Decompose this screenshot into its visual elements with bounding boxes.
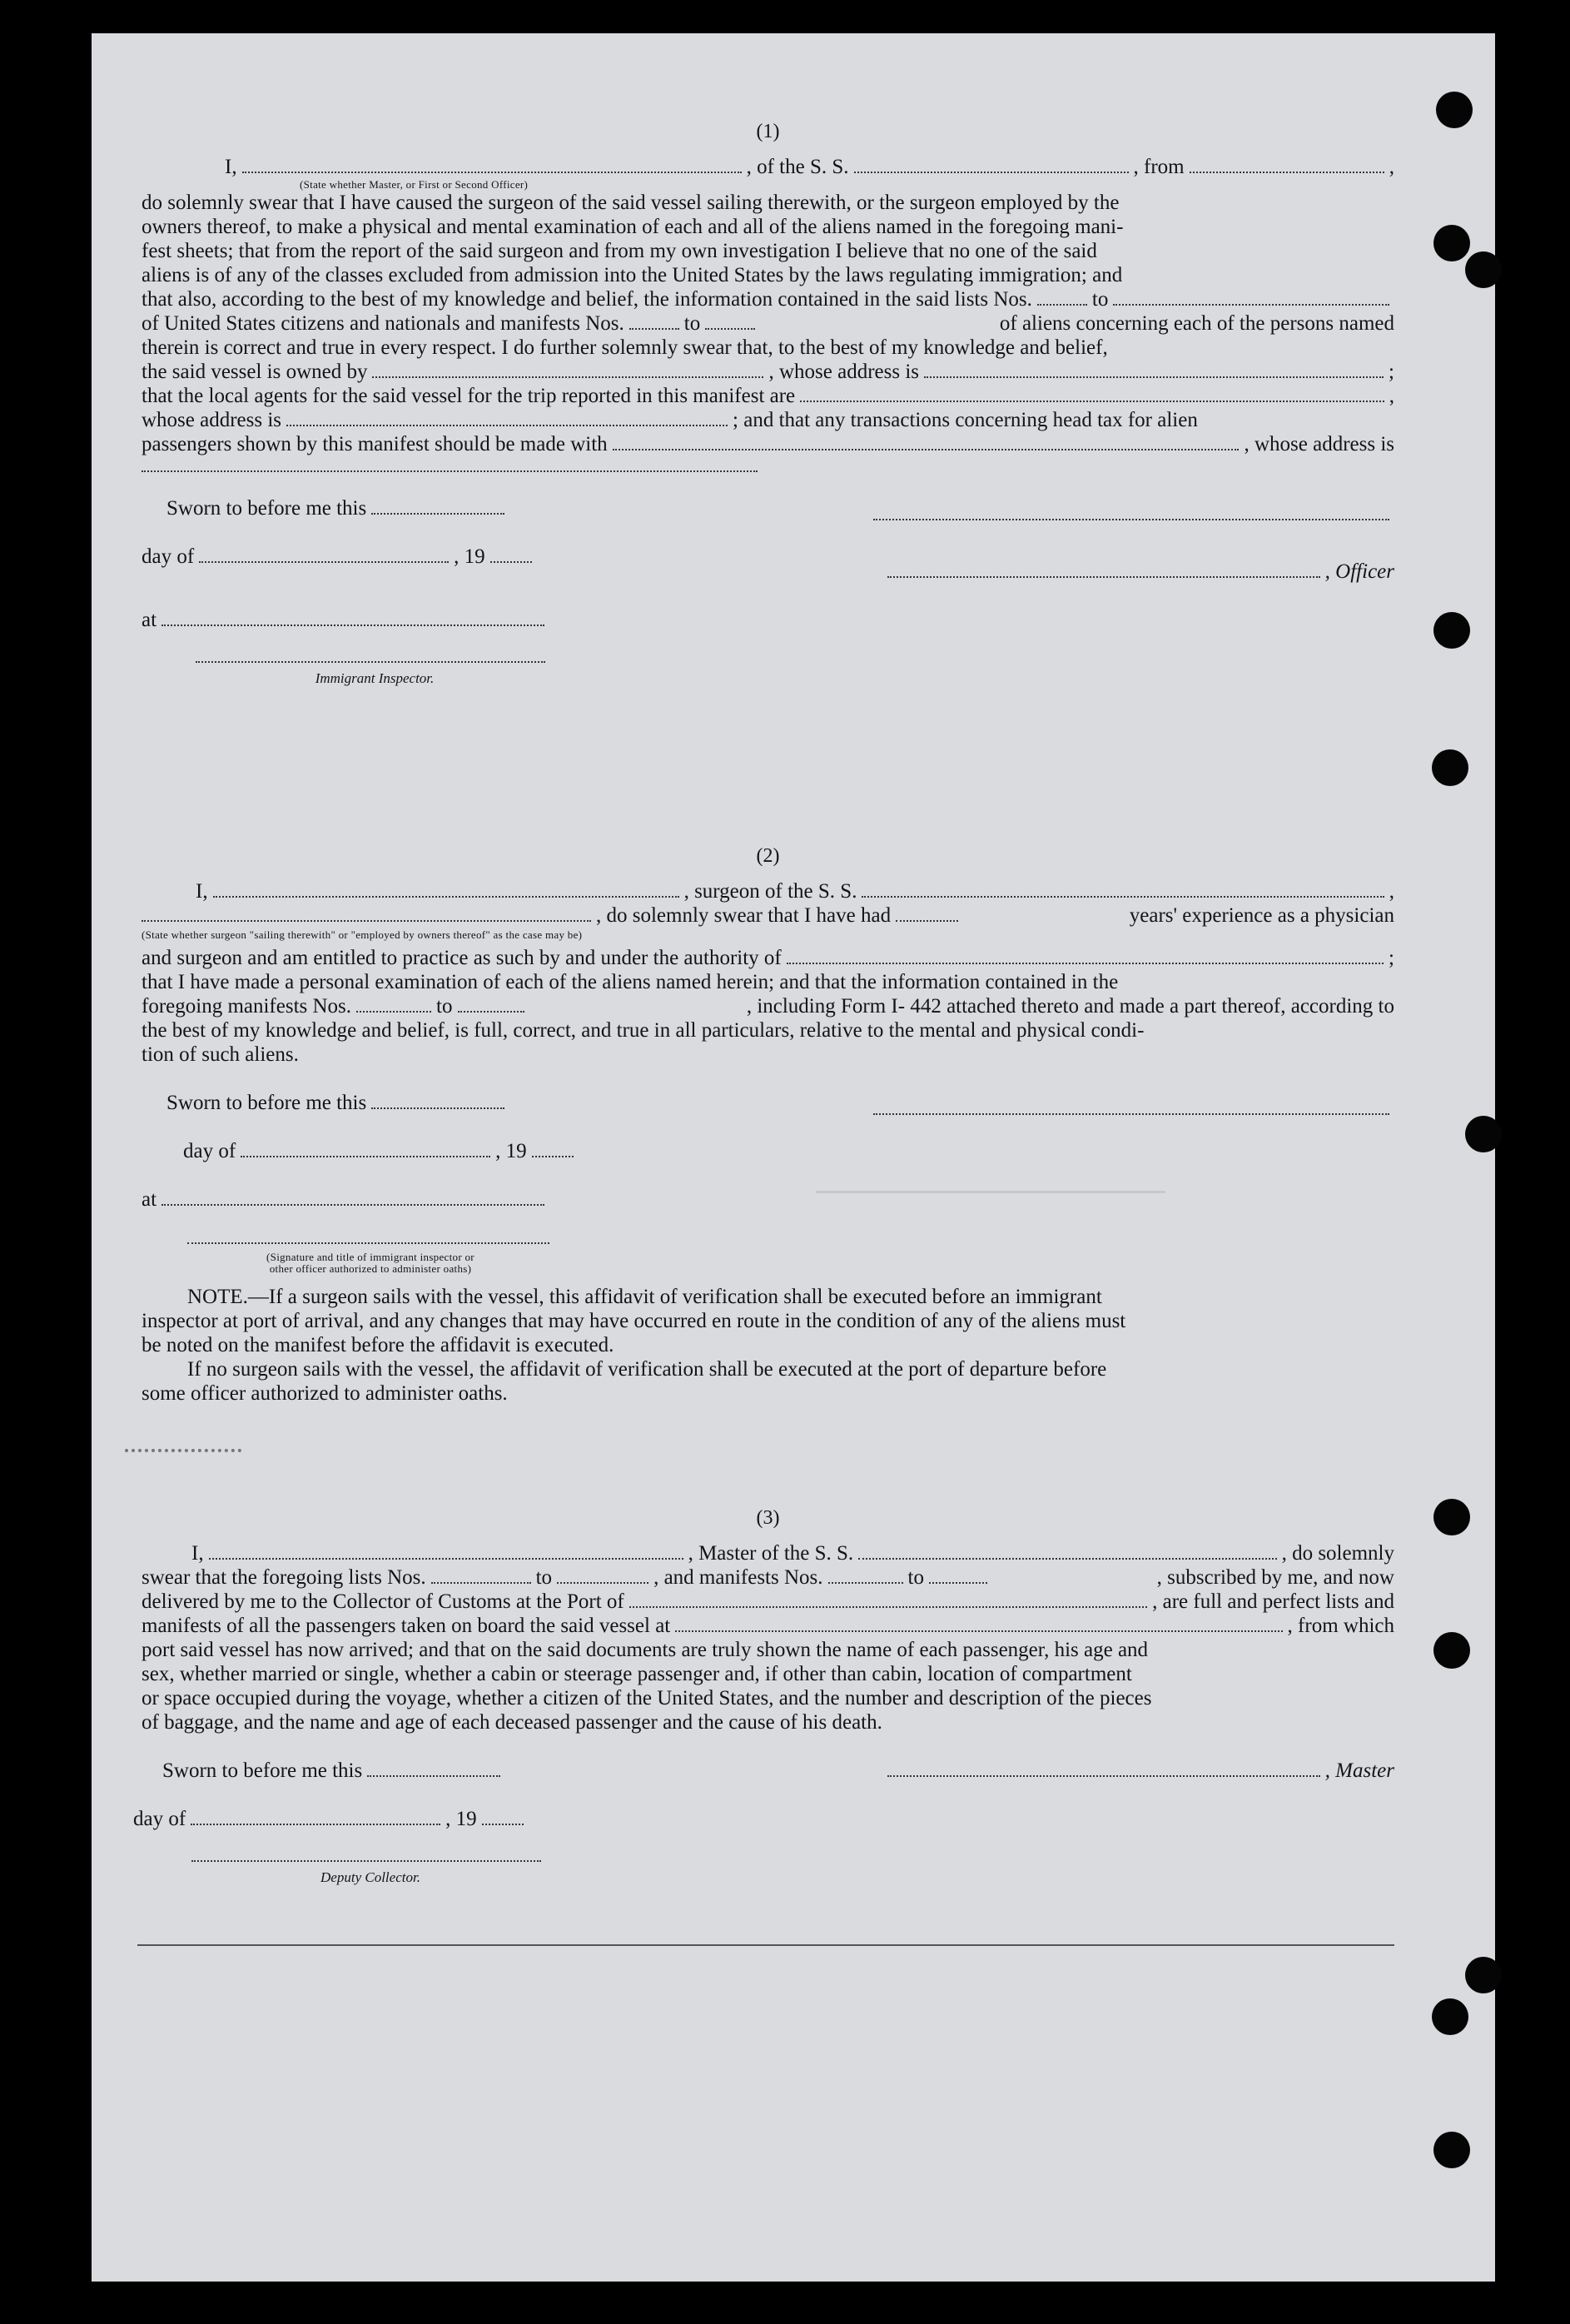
sworn-date-field[interactable] — [367, 1761, 500, 1777]
section-number: (3) — [756, 1507, 780, 1529]
surgeon-ship-field[interactable] — [862, 882, 1384, 898]
sworn-date-field[interactable] — [371, 499, 504, 515]
manifest-from-field[interactable] — [356, 997, 431, 1013]
officer-signature-field[interactable] — [887, 562, 1320, 578]
punch-hole — [1465, 1957, 1502, 1993]
punch-hole — [1433, 1499, 1470, 1535]
collector-port-field[interactable] — [629, 1592, 1147, 1608]
owner-address-field[interactable] — [924, 362, 1384, 378]
inspector-caption: Immigrant Inspector. — [315, 670, 435, 686]
agents-field[interactable] — [800, 386, 1384, 402]
sworn-date-field[interactable] — [371, 1093, 504, 1109]
owner-field[interactable] — [372, 362, 763, 378]
master-ship-field[interactable] — [858, 1544, 1276, 1560]
manifests-from-field[interactable] — [828, 1568, 903, 1584]
field-caption: (State whether surgeon "sailing therewith" or "employed by owners thereof" as the case may be) — [142, 928, 583, 941]
manifests-to-field[interactable] — [929, 1568, 987, 1584]
affidavit-section-3: (3) I, , Master of the S. S. , do solemnly swear that the foregoing lists Nos. to , and manifests Nos. to , subscribed by me, and now delivered by me to the Collector of Customs at the Port of , are full and perfect lists and manifests of all the passengers taken on board the said vessel at , from which port said vessel has now arrived; and that on the said documents are truly shown the name of each passenger, his age and sex, whether married or single, whether a cabin or steerage passenger and, if other than cabin, location of compartment or space occupied during the voyage, whether a citizen of the United States, and the number and description of the pieces of baggage, and the name and age of each deceased passenger and the cause of his death. Sworn to before me this , Master day of , 19 Deputy Collector. — [142, 1507, 1394, 1946]
section-number: (2) — [756, 845, 780, 867]
year-field[interactable] — [482, 1809, 524, 1825]
signature-field[interactable] — [873, 505, 1389, 520]
lists-to-field[interactable] — [557, 1568, 648, 1584]
master-label: , Master — [1324, 1759, 1394, 1782]
punch-hole — [1465, 1116, 1502, 1152]
signature-caption: other officer authorized to administer oaths) — [269, 1262, 472, 1275]
day-of-field[interactable] — [241, 1142, 490, 1157]
punch-hole — [1436, 92, 1473, 128]
agents-address-field[interactable] — [286, 411, 728, 426]
lists-to-field[interactable] — [1113, 290, 1389, 306]
master-name-field[interactable] — [209, 1544, 683, 1560]
collector-caption: Deputy Collector. — [320, 1869, 420, 1885]
field-caption: (State whether Master, or First or Second Officer) — [300, 178, 529, 191]
punch-hole — [1432, 749, 1468, 786]
lists-from-field[interactable] — [1037, 290, 1087, 306]
authorized-officer-signature-field[interactable] — [187, 1228, 549, 1244]
form-page — [92, 33, 1495, 2282]
lists-from-field[interactable] — [431, 1568, 531, 1584]
note-paragraph: NOTE.—If a surgeon sails with the vessel, this affidavit of verification shall be executed before an immigrant inspector at port of arrival, and any changes that may have occurred en route in the condition of any of the aliens must be noted on the manifest before the affidavit is executed. If no surgeon sails with the vessel, the affidavit of verification shall be executed at the port of departure before some officer authorized to administer oaths. — [142, 1286, 1126, 1405]
punch-hole — [1433, 1632, 1470, 1669]
manifests-to-field[interactable] — [705, 314, 755, 330]
from-port-field[interactable] — [1190, 157, 1384, 173]
manifest-to-field[interactable] — [458, 997, 524, 1013]
officer-label: , Officer — [1324, 560, 1394, 583]
boarding-port-field[interactable] — [675, 1616, 1282, 1632]
authority-field[interactable] — [787, 948, 1384, 964]
surgeon-signature-field[interactable] — [873, 1099, 1389, 1115]
year-field[interactable] — [532, 1142, 574, 1157]
signature-caption: (Signature and title of immigrant inspector or — [266, 1251, 474, 1263]
punch-hole — [1433, 2132, 1470, 2168]
officer-rank-field[interactable] — [242, 157, 742, 173]
show-through-mark — [125, 1449, 241, 1502]
section-number: (1) — [756, 121, 780, 142]
day-of-field[interactable] — [191, 1809, 440, 1825]
punch-hole — [1433, 612, 1470, 649]
punch-hole — [1465, 251, 1502, 288]
surgeon-name-field[interactable] — [213, 882, 679, 898]
punch-hole — [1433, 225, 1470, 261]
master-signature-field[interactable] — [887, 1761, 1320, 1777]
head-tax-contact-field[interactable] — [613, 435, 1240, 450]
collector-signature-field[interactable] — [191, 1846, 541, 1862]
affidavit-section-2: (2) I, , surgeon of the S. S. , , do solemnly swear that I have had years' experience as a physician (State whether surgeon "sailing therewith" or "employed by owners thereof" as the case may be) and surgeon and am entitled to practice as such by and under the authority of ; that I have made a personal examination of each of the aliens named herein; and that the information contained in the foregoing manifests Nos. to , including Form I- 442 attached thereto and made a part thereof, according to the best of my knowledge and belief, is full, correct, and true in all particulars, relative to the mental and physical condi- tion of such aliens. Sworn to before me this day of , 19 at (Signature and title of immigrant inspector or other officer authorized to administer oaths) NOTE.—If a surgeon sails with the vessel, this affidavit of verification shall be executed before an immigrant inspector at port of arrival, and any changes that may have occurred en route in the condition of any of the aliens must be noted on the manifest before the affidavit is executed. If no surgeon sails with the vessel, the affidavit of verification shall be executed at the port of departure before some officer authorized to administer oaths. — [142, 845, 1394, 1405]
inspector-signature-field[interactable] — [196, 647, 545, 663]
manifests-from-field[interactable] — [629, 314, 679, 330]
punch-hole — [1432, 1998, 1468, 2035]
affidavit-section-1: (1) I, , of the S. S. , from , (State whether Master, or First or Second Officer) do solemnly swear that I have caused the surgeon of the said vessel sailing therewith, or the surgeon employed by the owners thereof, to make a physical and mental examination of each and all of the aliens named in the foregoing mani- fest sheets; that from the report of the said surgeon and from my own investigation I believe that no one of the said aliens is of any of the classes excluded from admission into the United States by the laws regulating immigration; and that also, according to the best of my knowledge and belief, the information contained in the said lists Nos. to of United States citizens and nationals and manifests Nos. to of aliens concerning each of the persons named therein is correct and true in every respect. I do further solemnly swear that, to the best of my knowledge and belief, the said vessel is owned by , whose address is ; that the local agents for the said vessel for the trip reported in this manifest are , whose address is ; and that any transactions concerning head tax for alien passengers shown by this manifest should be made with , whose address is Sworn to before me this day of , 19 , Officer at Immigrant Inspector. — [142, 121, 1394, 686]
years-experience-field[interactable] — [896, 906, 958, 922]
bottom-rule — [137, 1944, 1394, 1946]
ship-name-field[interactable] — [854, 157, 1129, 173]
head-tax-address-field[interactable] — [142, 456, 758, 472]
at-place-field[interactable] — [161, 610, 544, 626]
surgeon-status-field[interactable] — [142, 906, 591, 922]
at-place-field[interactable] — [161, 1190, 544, 1206]
